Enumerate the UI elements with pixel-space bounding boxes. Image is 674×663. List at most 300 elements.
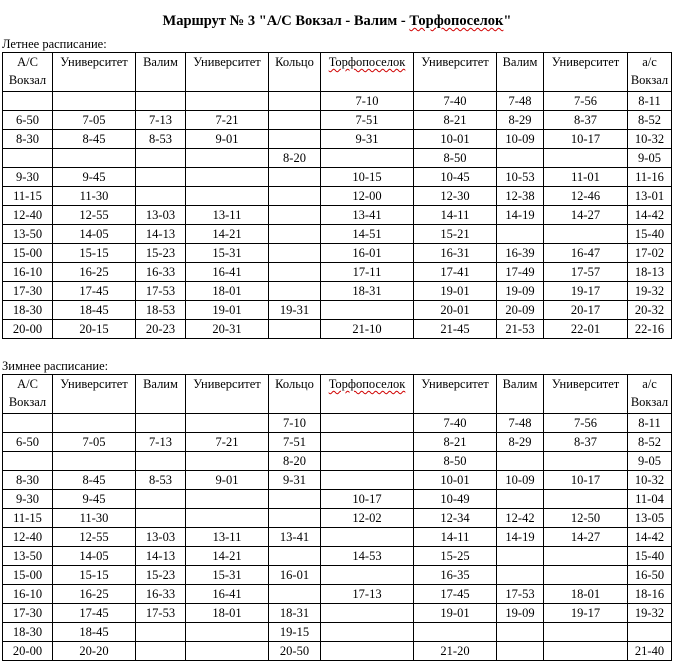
time-cell: 7-05 [53,111,136,130]
time-cell: 15-40 [628,547,672,566]
time-cell [269,585,321,604]
time-cell: 8-21 [414,111,497,130]
table-row [3,320,672,339]
time-cell: 15-23 [136,244,186,263]
time-cell: 18-31 [321,282,414,301]
time-cell: 17-11 [321,263,414,282]
column-header: Университет [414,53,497,92]
time-cell [3,452,53,471]
time-cell: 14-21 [186,547,269,566]
table-row [3,490,672,509]
page-title [0,13,674,30]
table-row [3,471,672,490]
time-cell: 10-45 [414,168,497,187]
time-cell [269,130,321,149]
time-cell: 21-40 [628,642,672,661]
time-cell [321,149,414,168]
time-cell: 19-17 [544,282,628,301]
time-cell [497,642,544,661]
time-cell: 16-47 [544,244,628,263]
time-cell: 14-11 [414,206,497,225]
time-cell: 13-41 [269,528,321,547]
time-cell [269,282,321,301]
time-cell: 14-19 [497,206,544,225]
time-cell: 18-30 [3,623,53,642]
time-cell [136,168,186,187]
time-cell: 14-42 [628,528,672,547]
time-cell: 14-13 [136,547,186,566]
title-prefix: Маршрут № 3 "А/С Вокзал - Валим - [162,13,410,29]
time-cell: 16-39 [497,244,544,263]
time-cell: 21-53 [497,320,544,339]
time-cell [186,414,269,433]
time-cell: 14-19 [497,528,544,547]
time-cell: 15-00 [3,244,53,263]
time-cell: 8-20 [269,452,321,471]
time-cell [136,92,186,111]
time-cell: 12-00 [321,187,414,206]
table-row [3,414,672,433]
time-cell [186,509,269,528]
time-cell: 8-21 [414,433,497,452]
time-cell: 15-15 [53,566,136,585]
time-cell [321,528,414,547]
time-cell: 19-09 [497,282,544,301]
time-cell: 14-13 [136,225,186,244]
winter-schedule-label: Зимнее расписание: [2,359,109,373]
time-cell: 15-23 [136,566,186,585]
time-cell: 19-32 [628,604,672,623]
time-cell: 19-32 [628,282,672,301]
time-cell: 9-31 [269,471,321,490]
time-cell: 8-11 [628,92,672,111]
time-cell: 18-01 [186,604,269,623]
time-cell: 16-33 [136,263,186,282]
table-row [3,623,672,642]
table-row [3,301,672,320]
time-cell: 8-45 [53,471,136,490]
time-cell: 13-05 [628,509,672,528]
time-cell: 13-41 [321,206,414,225]
time-cell: 10-17 [544,471,628,490]
table-row [3,149,672,168]
column-header: Университет [544,53,628,92]
time-cell: 14-42 [628,206,672,225]
column-header: Кольцо [269,375,321,414]
time-cell [497,149,544,168]
time-cell: 9-45 [53,168,136,187]
time-cell: 6-50 [3,111,53,130]
time-cell: 17-30 [3,282,53,301]
time-cell [544,490,628,509]
time-cell: 10-17 [321,490,414,509]
time-cell [269,111,321,130]
time-cell: 11-15 [3,509,53,528]
table-row [3,585,672,604]
time-cell: 22-01 [544,320,628,339]
time-cell: 18-31 [269,604,321,623]
time-cell: 8-52 [628,433,672,452]
time-cell: 19-09 [497,604,544,623]
time-cell: 16-41 [186,263,269,282]
time-cell [497,225,544,244]
time-cell: 7-40 [414,92,497,111]
time-cell: 17-45 [53,604,136,623]
time-cell: 7-13 [136,433,186,452]
time-cell [544,452,628,471]
table-row [3,130,672,149]
time-cell: 10-32 [628,130,672,149]
time-cell: 16-10 [3,263,53,282]
time-cell: 12-42 [497,509,544,528]
time-cell [136,490,186,509]
time-cell: 17-02 [628,244,672,263]
time-cell: 12-50 [544,509,628,528]
column-header: Университет [544,375,628,414]
time-cell: 9-45 [53,490,136,509]
time-cell: 15-15 [53,244,136,263]
summer-schedule-label: Летнее расписание: [2,37,107,51]
time-cell: 20-31 [186,320,269,339]
time-cell: 11-30 [53,509,136,528]
column-header: Торфопоселок [321,53,414,92]
time-cell [3,92,53,111]
time-cell: 8-29 [497,433,544,452]
table-row [3,92,672,111]
time-cell: 17-13 [321,585,414,604]
column-header: Валим [136,375,186,414]
time-cell: 20-01 [414,301,497,320]
time-cell [544,566,628,585]
table-row [3,206,672,225]
time-cell: 15-00 [3,566,53,585]
time-cell: 19-01 [414,282,497,301]
time-cell [321,433,414,452]
time-cell: 8-37 [544,433,628,452]
table-row [3,168,672,187]
time-cell: 16-33 [136,585,186,604]
table-row [3,282,672,301]
table-row [3,604,672,623]
time-cell: 9-01 [186,471,269,490]
time-cell [136,509,186,528]
time-cell: 14-21 [186,225,269,244]
time-cell: 12-40 [3,528,53,547]
time-cell: 8-52 [628,111,672,130]
time-cell [269,244,321,263]
time-cell [136,623,186,642]
time-cell: 17-41 [414,263,497,282]
time-cell: 13-03 [136,528,186,547]
time-cell: 17-57 [544,263,628,282]
time-cell: 8-30 [3,130,53,149]
time-cell: 17-30 [3,604,53,623]
time-cell: 16-25 [53,585,136,604]
table-row [3,225,672,244]
time-cell [269,168,321,187]
time-cell [136,187,186,206]
time-cell: 12-46 [544,187,628,206]
time-cell: 11-04 [628,490,672,509]
time-cell: 18-01 [544,585,628,604]
time-cell: 9-01 [186,130,269,149]
time-cell: 21-20 [414,642,497,661]
time-cell [53,149,136,168]
time-cell: 16-01 [321,244,414,263]
time-cell: 10-17 [544,130,628,149]
time-cell [544,149,628,168]
time-cell: 17-45 [414,585,497,604]
time-cell [414,623,497,642]
time-cell: 7-10 [269,414,321,433]
time-cell: 8-20 [269,149,321,168]
time-cell: 10-53 [497,168,544,187]
time-cell: 16-35 [414,566,497,585]
time-cell [321,642,414,661]
column-header: Валим [136,53,186,92]
time-cell: 13-11 [186,528,269,547]
time-cell: 15-25 [414,547,497,566]
time-cell: 6-50 [3,433,53,452]
time-cell: 13-11 [186,206,269,225]
time-cell: 20-32 [628,301,672,320]
time-cell [544,642,628,661]
time-cell [321,566,414,585]
time-cell: 7-40 [414,414,497,433]
time-cell [321,452,414,471]
time-cell: 16-01 [269,566,321,585]
time-cell: 14-11 [414,528,497,547]
column-header: а/с Вокзал [628,375,672,414]
table-row [3,509,672,528]
time-cell: 17-53 [136,604,186,623]
time-cell: 12-38 [497,187,544,206]
time-cell: 11-15 [3,187,53,206]
table-row [3,111,672,130]
time-cell [186,92,269,111]
time-cell: 10-32 [628,471,672,490]
time-cell: 14-05 [53,547,136,566]
time-cell: 20-20 [53,642,136,661]
time-cell [497,566,544,585]
column-header: Кольцо [269,53,321,92]
time-cell: 7-21 [186,433,269,452]
time-cell: 7-05 [53,433,136,452]
time-cell: 13-50 [3,547,53,566]
time-cell: 8-53 [136,130,186,149]
time-cell [544,225,628,244]
winter-schedule-table [2,374,672,661]
time-cell: 15-31 [186,566,269,585]
summer-header-row [3,53,672,92]
time-cell: 21-10 [321,320,414,339]
time-cell: 12-40 [3,206,53,225]
time-cell: 20-17 [544,301,628,320]
time-cell: 15-31 [186,244,269,263]
time-cell: 10-49 [414,490,497,509]
column-header: Валим [497,375,544,414]
time-cell: 8-53 [136,471,186,490]
time-cell: 8-45 [53,130,136,149]
time-cell [269,225,321,244]
time-cell: 7-13 [136,111,186,130]
time-cell: 22-16 [628,320,672,339]
time-cell: 18-30 [3,301,53,320]
time-cell: 20-50 [269,642,321,661]
time-cell [136,149,186,168]
time-cell: 17-53 [497,585,544,604]
time-cell: 14-27 [544,206,628,225]
time-cell: 14-51 [321,225,414,244]
time-cell: 20-00 [3,320,53,339]
time-cell: 18-16 [628,585,672,604]
time-cell: 13-03 [136,206,186,225]
time-cell [628,623,672,642]
time-cell [321,604,414,623]
time-cell: 12-55 [53,206,136,225]
time-cell: 11-01 [544,168,628,187]
time-cell [269,509,321,528]
table-row [3,528,672,547]
column-header: А/С Вокзал [3,53,53,92]
time-cell: 8-29 [497,111,544,130]
time-cell [269,547,321,566]
time-cell: 15-21 [414,225,497,244]
title-suffix: " [503,13,512,29]
time-cell [269,320,321,339]
time-cell: 16-41 [186,585,269,604]
time-cell: 7-10 [321,92,414,111]
column-header: а/с Вокзал [628,53,672,92]
time-cell [544,623,628,642]
time-cell: 13-01 [628,187,672,206]
time-cell [186,642,269,661]
time-cell: 20-00 [3,642,53,661]
time-cell [3,414,53,433]
time-cell [186,168,269,187]
column-header: Валим [497,53,544,92]
column-header: А/С Вокзал [3,375,53,414]
time-cell: 7-48 [497,92,544,111]
time-cell [136,452,186,471]
time-cell [321,301,414,320]
time-cell: 13-50 [3,225,53,244]
time-cell: 8-37 [544,111,628,130]
time-cell: 18-45 [53,623,136,642]
time-cell [53,92,136,111]
time-cell [3,149,53,168]
title-flagged-word: Торфопоселок [409,13,504,29]
table-row [3,244,672,263]
time-cell [186,187,269,206]
column-header: Университет [186,375,269,414]
time-cell [497,452,544,471]
time-cell: 14-53 [321,547,414,566]
time-cell: 20-23 [136,320,186,339]
column-header: Университет [53,375,136,414]
time-cell: 8-30 [3,471,53,490]
time-cell [53,452,136,471]
time-cell [269,263,321,282]
time-cell [321,471,414,490]
time-cell [269,92,321,111]
time-cell [321,623,414,642]
time-cell: 8-50 [414,452,497,471]
time-cell: 8-11 [628,414,672,433]
time-cell: 16-10 [3,585,53,604]
time-cell: 7-21 [186,111,269,130]
time-cell: 9-05 [628,149,672,168]
time-cell [186,623,269,642]
table-row [3,433,672,452]
time-cell: 9-30 [3,168,53,187]
time-cell: 10-09 [497,130,544,149]
time-cell: 18-01 [186,282,269,301]
time-cell [497,490,544,509]
time-cell: 19-17 [544,604,628,623]
time-cell: 12-55 [53,528,136,547]
time-cell [269,490,321,509]
time-cell: 8-50 [414,149,497,168]
time-cell: 11-16 [628,168,672,187]
time-cell: 10-01 [414,471,497,490]
time-cell [136,414,186,433]
time-cell: 7-56 [544,414,628,433]
time-cell: 20-09 [497,301,544,320]
time-cell: 16-50 [628,566,672,585]
winter-header-row [3,375,672,414]
column-header: Университет [414,375,497,414]
time-cell [186,490,269,509]
time-cell: 9-30 [3,490,53,509]
time-cell: 17-45 [53,282,136,301]
summer-schedule-table [2,52,672,339]
column-header: Университет [53,53,136,92]
time-cell: 16-31 [414,244,497,263]
time-cell: 19-01 [186,301,269,320]
time-cell [136,642,186,661]
time-cell: 14-27 [544,528,628,547]
time-cell: 21-45 [414,320,497,339]
time-cell: 20-15 [53,320,136,339]
time-cell: 7-56 [544,92,628,111]
time-cell: 12-30 [414,187,497,206]
time-cell: 17-49 [497,263,544,282]
table-row [3,263,672,282]
time-cell [53,414,136,433]
time-cell: 19-15 [269,623,321,642]
time-cell: 16-25 [53,263,136,282]
table-row [3,642,672,661]
time-cell [321,414,414,433]
time-cell: 12-02 [321,509,414,528]
time-cell: 18-45 [53,301,136,320]
time-cell: 9-31 [321,130,414,149]
time-cell: 15-40 [628,225,672,244]
time-cell [186,452,269,471]
time-cell [544,547,628,566]
time-cell: 18-53 [136,301,186,320]
time-cell: 19-31 [269,301,321,320]
table-row [3,452,672,471]
time-cell: 12-34 [414,509,497,528]
time-cell: 7-51 [269,433,321,452]
time-cell [269,187,321,206]
table-row [3,566,672,585]
time-cell: 10-15 [321,168,414,187]
time-cell [497,623,544,642]
time-cell [269,206,321,225]
